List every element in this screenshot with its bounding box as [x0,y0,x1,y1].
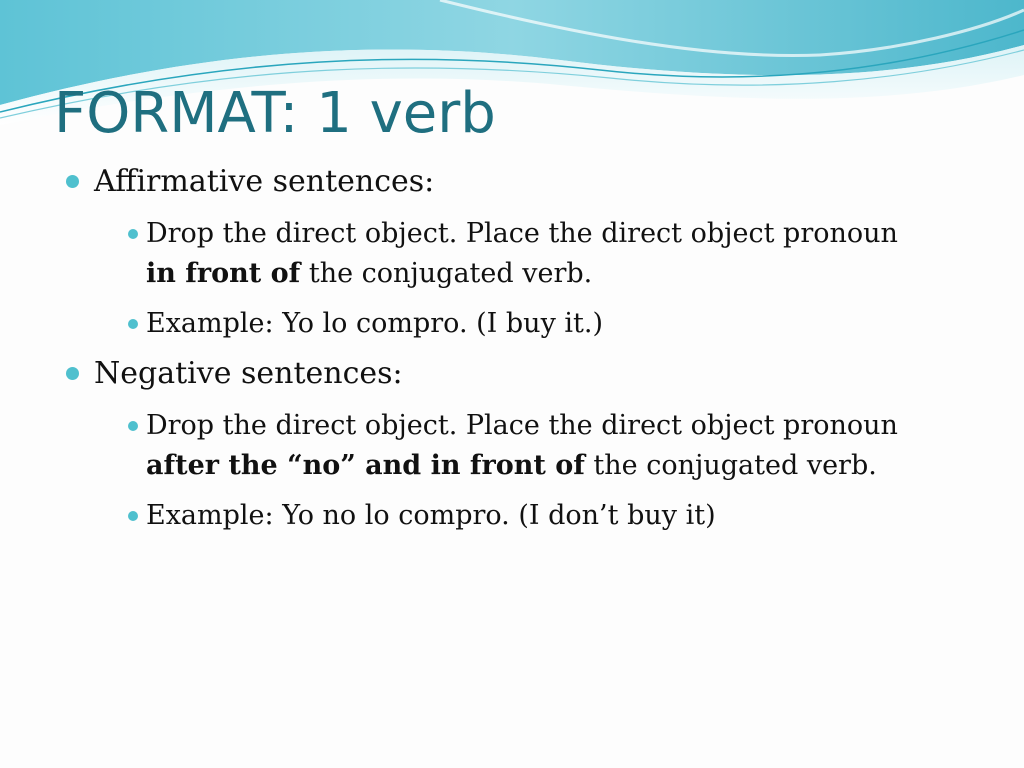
rule-text-rest: the conjugated verb. [584,450,877,481]
bullet-dot-icon [66,367,79,380]
rule-text: Drop the direct object. Place the direct object pronoun [146,410,898,441]
rule-emphasis: in front of [146,258,301,289]
bullet-dot-icon [66,175,79,188]
example-text: Example: Yo lo compro. (I buy it.) [146,308,604,339]
slide-body [64,160,964,536]
sub-bullet-rule [104,406,964,486]
bullet-dot-icon [128,511,138,521]
bullet-negative [64,352,964,536]
bullet-dot-icon [128,421,138,431]
bullet-affirmative [64,160,964,344]
sub-bullet-example [104,496,964,536]
example-text: Example: Yo no lo compro. (I don’t buy it) [146,500,716,531]
rule-text: Drop the direct object. Place the direct object pronoun [146,218,898,249]
bullet-dot-icon [128,229,138,239]
slide-title: FORMAT: 1 verb [54,81,496,146]
rule-text-rest: the conjugated verb. [300,258,593,289]
affirmative-heading: Affirmative sentences: [94,164,435,199]
sub-bullet-example [104,304,964,344]
sub-bullet-rule [104,214,964,294]
rule-emphasis: after the “no” and in front of [146,450,585,481]
negative-heading: Negative sentences: [94,356,403,391]
bullet-dot-icon [128,319,138,329]
